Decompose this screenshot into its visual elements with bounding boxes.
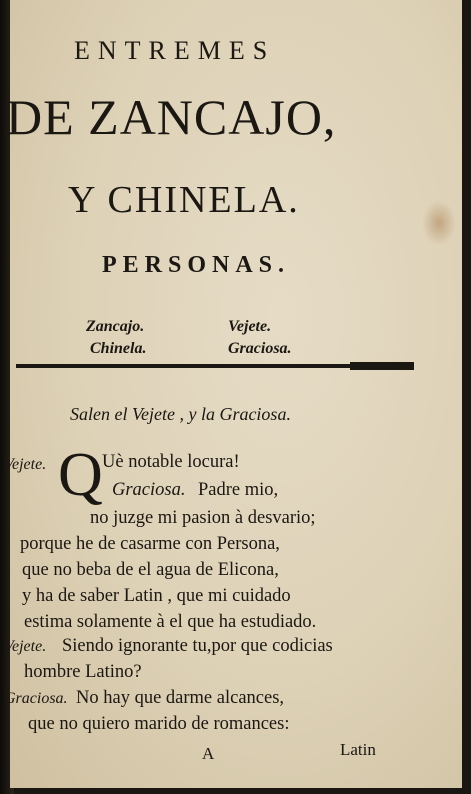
divider-ornament [350,362,414,370]
stage-direction: Salen el Vejete , y la Graciosa. [70,404,291,424]
role-zancajo: Zancajo. [86,318,145,335]
role-graciosa: Graciosa. [228,340,292,357]
role-vejete: Vejete. [228,318,272,335]
verse-line: porque he de casarme con Persona, [20,534,280,554]
speaker-label: Graciosa. [112,480,186,500]
verse-line: estima solamente à el que ha estudiado. [24,612,317,632]
verse-line: que no quiero marido de romances: [28,714,290,734]
speaker-label: Graciosa. [4,690,68,707]
verse-line: no juzge mi pasion à desvario; [90,508,316,528]
speaker-label: Vejete. [4,456,47,473]
book-page [4,0,462,788]
verse-line: que no beba de el agua de Elicona, [22,560,279,580]
title-line-3: Y CHINELA. [68,179,300,221]
verse-line: Uè notable locura! [102,452,240,472]
drop-cap: Q [58,441,103,509]
paper-stain [422,200,456,246]
verse-line: No hay que darme alcances, [76,688,285,708]
role-chinela: Chinela. [90,340,147,357]
speaker-label: Vejete. [4,638,47,655]
verse-line: Siendo ignorante tu,por que codicias [62,636,333,656]
personas-heading: PERSONAS. [102,252,291,278]
signature-mark: A [202,744,215,763]
catchword: Latin [340,740,376,759]
title-line-2: DE ZANCAJO, [6,89,337,145]
verse-line: y ha de saber Latin , que mi cuidado [22,586,291,606]
title-line-1: ENTREMES [74,36,276,65]
verse-line: Padre mio, [198,480,279,500]
verse-line: hombre Latino? [24,662,142,682]
